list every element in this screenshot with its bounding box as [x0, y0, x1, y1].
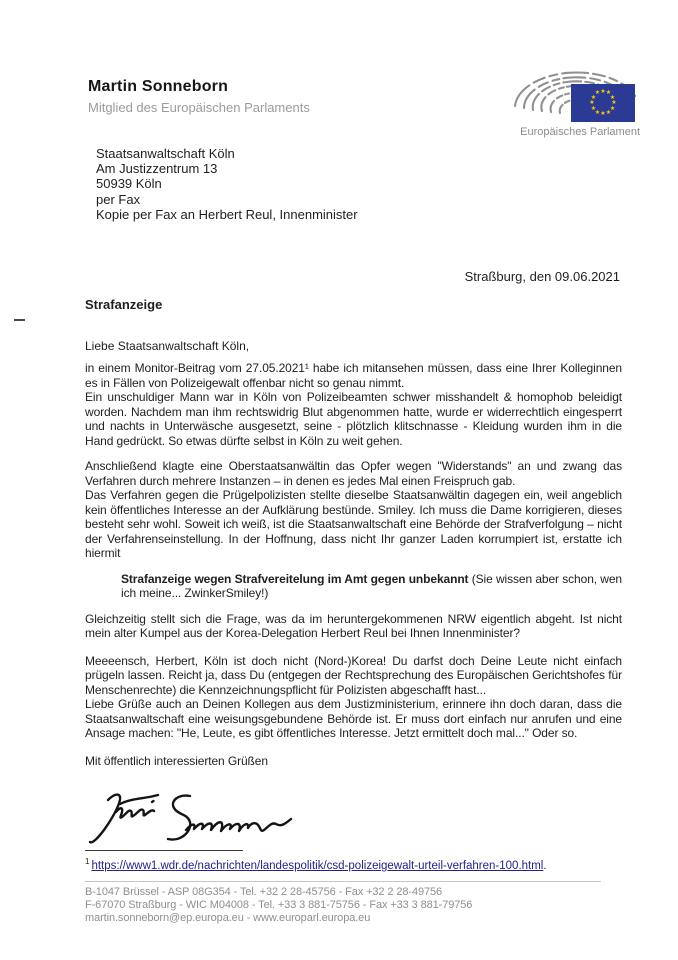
letter-body — [85, 361, 622, 768]
eu-star-icon: ★ — [611, 100, 617, 106]
paragraph-monitor: in einem Monitor-Beitrag vom 27.05.2021¹ habe ich mitansehen müssen, dass eine Ihrer Kolleginnen es in Fällen von Polizeigewalt offenbar nicht so genau nimmt. — [85, 361, 622, 390]
footer-line-strasbourg: F-67070 Straßburg - WIC M04008 - Tel. +33 3 881-75756 - Fax +33 3 881-79756 — [85, 899, 473, 911]
eu-star-icon: ★ — [594, 90, 601, 97]
footnote — [85, 857, 547, 872]
eu-star-icon: ★ — [590, 94, 597, 101]
subject-heading: Strafanzeige — [85, 297, 163, 312]
notice-bold-text: Strafanzeige wegen Strafvereitelung im Amt gegen unbekannt — [121, 571, 469, 586]
date-line: Straßburg, den 09.06.2021 — [464, 269, 620, 284]
paragraph-anklage: Anschließend klagte eine Oberstaatsanwältin das Opfer wegen "Widerstands" an und zwang das Verfahren durch mehrere Instanzen – in denen es jedes Mal einen Freispruch gab. — [85, 459, 622, 488]
recipient-line: 50939 Köln — [96, 176, 162, 192]
eu-star-icon: ★ — [609, 105, 616, 112]
closing-line: Mit öffentlich interessierten Grüßen — [85, 753, 268, 768]
recipient-line: Staatsanwaltschaft Köln — [96, 146, 235, 161]
ep-logo-caption: Europäisches Parlament — [520, 126, 640, 138]
paragraph-misshandlung: Ein unschuldiger Mann war in Köln von Polizeibeamten schwer misshandelt & homophob beleidigt worden. Nachdem man ihm rechtswidrig Blut abgenommen hatte, wurde er widerrechtlich eingesperrt und nachts in Unterwäsche ausgesetzt, seine - plötzlich klitschnasse - Kleidung wurden ihm in die Hand gedrückt. So etwas dürfte selbst in Köln zu weit gehen. — [85, 390, 622, 448]
recipient-address — [96, 146, 358, 222]
paragraph-justizministerium: Liebe Grüße auch an Deinen Kollegen aus dem Justizministerium, erinnere ihn doch daran, dass die Staatsanwaltschaft eine weisungsgebundene Behörde ist. Er muss dort einfach nur anrufen und eine Ansage machen: "He, Leute, es gibt öffentliches Interesse. Jetzt ermittelt doch mal..." Oder so. — [85, 697, 622, 740]
footnote-suffix: . — [543, 859, 547, 872]
sender-name: Martin Sonneborn — [88, 78, 229, 95]
recipient-line: Kopie per Fax an Herbert Reul, Innenminister — [96, 206, 358, 222]
eu-star-icon: ★ — [600, 89, 606, 95]
recipient-line: Am Justizzentrum 13 — [96, 161, 218, 177]
eu-star-icon: ★ — [590, 105, 597, 112]
eu-star-icon: ★ — [594, 109, 601, 116]
paragraph-einstellung: Das Verfahren gegen die Prügelpolizisten stellte dieselbe Staatsanwältin dagegen ein, weil angeblich kein öffentliches Interesse an der Aufklärung bestünde. Smiley. Ich muss die Dame korrigieren, dieses besteht sehr wohl. Soweit ich weiß, ist die Staatsanwaltschaft eine Behörde der Strafverfolgung – nicht der Verfahrenseinstellung. In der Hoffnung, dass nicht Ihr ganzer Laden korrumpiert ist, erstatte ich hiermit — [85, 488, 622, 560]
paragraph-nrw: Gleichzeitig stellt sich die Frage, was da im heruntergekommenen NRW eigentlich abgeht. Ist nicht mein alter Kumpel aus der Korea-Delegation Herbert Reul bei Ihnen Innenminister? — [85, 611, 622, 640]
notice-rest-text: (Sie wissen aber schon, wen ich meine... ZwinkerSmiley!) — [121, 571, 622, 600]
signature-image — [86, 786, 296, 848]
footnote-marker: 1 — [85, 857, 90, 866]
footnote-rule — [85, 850, 243, 851]
paragraph-herbert: Meeeensch, Herbert, Köln ist doch nicht (Nord-)Korea! Du darfst doch Deine Leute nicht einfach prügeln lassen. Reicht ja, dass Du (entgegen der Rechtsprechung des Europäischen Gerichtshofes für Menschenrechte) die Kennzeichnungspflicht für Polizisten abgeschafft hast... — [85, 653, 622, 697]
recipient-line: per Fax — [96, 191, 141, 207]
ep-logo — [503, 54, 640, 144]
footer-line-brussels: B-1047 Brüssel - ASP 08G354 - Tel. +32 2 28-45756 - Fax +32 2 28-49756 — [85, 886, 443, 898]
eu-star-icon: ★ — [605, 90, 612, 97]
eu-star-icon: ★ — [609, 94, 616, 101]
footer-line-email: martin.sonneborn@ep.europa.eu - www.europarl.europa.eu — [85, 912, 371, 924]
footnote-link[interactable]: https://www1.wdr.de/nachrichten/landespolitik/csd-polizeigewalt-urteil-verfahren-100.html — [91, 859, 544, 872]
paragraph-strafanzeige-notice — [85, 572, 622, 601]
footer-contact-block — [85, 886, 472, 925]
eu-star-icon: ★ — [600, 111, 606, 117]
eu-star-icon: ★ — [589, 100, 595, 106]
eu-flag-icon — [571, 84, 635, 122]
eu-star-icon: ★ — [605, 109, 612, 116]
sender-role: Mitglied des Europäischen Parlaments — [88, 100, 310, 115]
sender-block — [88, 78, 310, 115]
salutation: Liebe Staatsanwaltschaft Köln, — [85, 339, 250, 353]
fold-mark — [14, 319, 25, 321]
footer-divider — [85, 881, 601, 882]
